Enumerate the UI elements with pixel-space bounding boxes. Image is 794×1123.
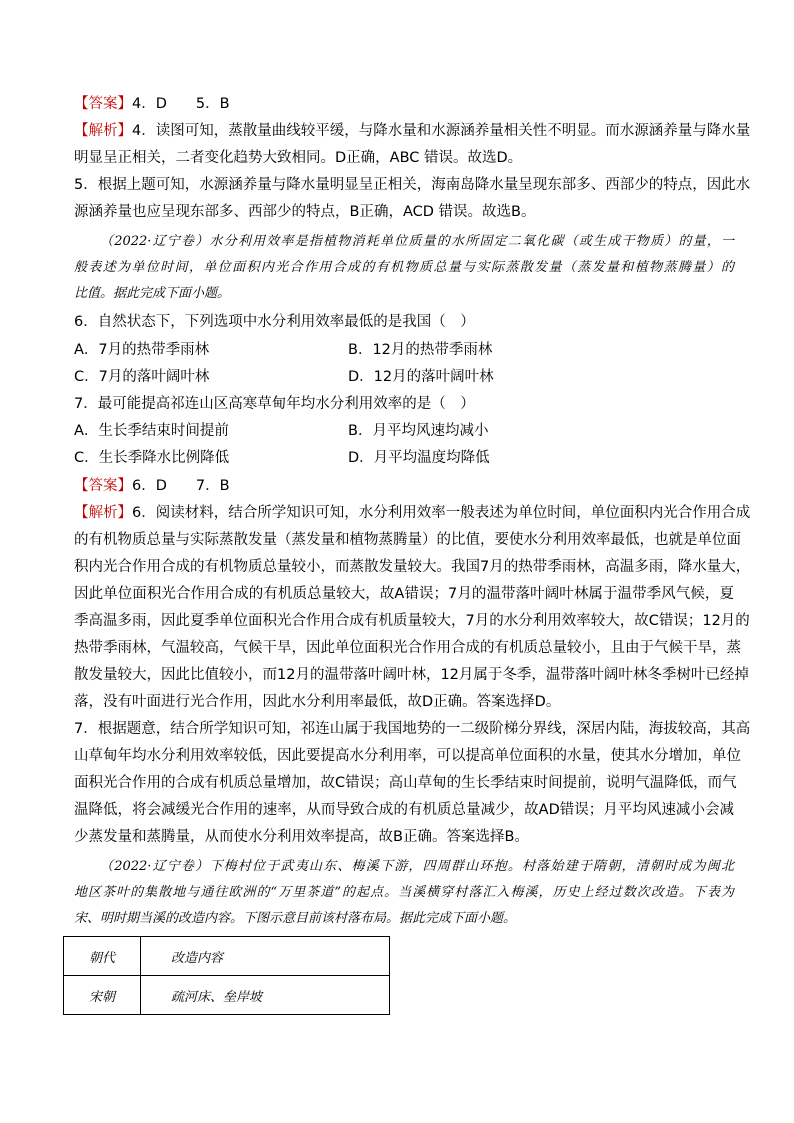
- analysis-line: 散发量较大，因此比值较小，而12月的温带落叶阔叶林，12月属于冬季，温带落叶阔叶林冬季树叶已经掉: [74, 667, 749, 683]
- analysis-line: 山草甸年均水分利用效率较低，因此要提高水分利用率，可以提高单位面积的水量，使其水分增加，单位: [74, 748, 741, 764]
- analysis-line: 面积光合作用的合成有机质总量增加，故C错误；高山草甸的生长季结束时间提前，说明气温降低，而气: [74, 775, 737, 791]
- analysis-line: 温降低，将会减缓光合作用的速率，从而导致合成的有机质总量减少，故AD错误；月平均风速减小会减: [74, 802, 734, 818]
- question-7-stem: 7．最可能提高祁连山区高寒草甸年均水分利用效率的是（ ）: [74, 396, 475, 412]
- analysis-line: 积内光合作用合成的有机物质总量较小，而蒸散发量较大。我国7月的热带季雨林，高温多雨，降水量大，: [74, 559, 751, 575]
- material-line: 般表述为单位时间，单位面积内光合作用合成的有机物质总量与实际蒸散发量（蒸发量和植物蒸腾量）的: [74, 260, 734, 275]
- analysis-line: 7．根据题意，结合所学知识可知，祁连山属于我国地势的一二级阶梯分界线，深居内陆，海拔较高，其高: [74, 721, 751, 737]
- analysis-line: 热带季雨林，气温较高，气候干旱，因此单位面积光合作用合成的有机质总量较小，且由于气候干旱，蒸: [74, 640, 741, 656]
- analysis-line: 因此单位面积光合作用合成的有机质总量较大，故A错误；7月的温带落叶阔叶林属于温带季风气候，夏: [74, 586, 734, 602]
- table-header-cell: 改造内容: [141, 937, 390, 976]
- option-d: D．12月的落叶阔叶林: [348, 369, 494, 385]
- option-a: A．生长季结束时间提前: [74, 423, 229, 439]
- table-cell: 疏河床、垒岸坡: [141, 976, 390, 1015]
- reform-table: [63, 936, 390, 1015]
- table-row: [64, 976, 390, 1015]
- option-b: B．12月的热带季雨林: [348, 342, 493, 358]
- material-line: 比值。据此完成下面小题。: [74, 286, 231, 301]
- option-a: A．7月的热带季雨林: [74, 342, 210, 358]
- analysis-line: 的有机物质总量与实际蒸散发量（蒸发量和植物蒸腾量）的比值，要使水分利用效率最低，也就是单位面: [74, 532, 741, 548]
- option-c: C．生长季降水比例降低: [74, 450, 230, 466]
- answer-text: 6．D 7．B: [132, 478, 230, 494]
- analysis-tag: 【解析】: [74, 123, 132, 139]
- analysis-line: 落，没有叶面进行光合作用，因此水分利用率最低，故D正确。答案选择D。: [74, 694, 561, 710]
- option-d: D．月平均温度均降低: [348, 450, 490, 466]
- answer-text: 4．D 5．B: [132, 96, 230, 112]
- question-6-stem: 6．自然状态下，下列选项中水分利用效率最低的是我国（ ）: [74, 314, 475, 330]
- answer-line-4-5: [74, 94, 734, 114]
- analysis-line: 明显呈正相关，二者变化趋势大致相同。D正确，ABC 错误。故选D。: [74, 150, 523, 166]
- material-line: （2022·辽宁卷）水分利用效率是指植物消耗单位质量的水所固定二氧化碳（或生成干物质）的量，一: [100, 234, 734, 249]
- analysis-line: 【解析】4．读图可知，蒸散量曲线较平缓，与降水量和水源涵养量相关性不明显。而水源涵养量与降水量: [74, 123, 751, 139]
- table-header-cell: 朝代: [64, 937, 141, 976]
- table-header-row: [64, 937, 390, 976]
- analysis-line: 少蒸发量和蒸腾量，从而使水分利用效率提高，故B正确。答案选择B。: [74, 829, 529, 845]
- analysis-tag: 【解析】: [74, 505, 132, 521]
- analysis-line: 季高温多雨，因此夏季单位面积光合作用合成有机质量较大，7月的水分利用效率较大，故C错误；12月的: [74, 613, 750, 629]
- answer-line-6-7: [74, 476, 734, 496]
- analysis-line: 【解析】6．阅读材料，结合所学知识可知，水分利用效率一般表述为单位时间，单位面积内光合作用合成: [74, 505, 751, 521]
- answer-tag: 【答案】: [74, 478, 132, 494]
- analysis-line: 源涵养量也应呈现东部多、西部少的特点，B正确，ACD 错误。故选B。: [74, 204, 536, 220]
- option-c: C．7月的落叶阔叶林: [74, 369, 210, 385]
- option-b: B．月平均风速均减小: [348, 423, 489, 439]
- material-line: （2022·辽宁卷）下梅村位于武夷山东、梅溪下游，四周群山环抱。村落始建于隋朝，清朝时成为闽北: [100, 859, 734, 874]
- answer-tag: 【答案】: [74, 96, 132, 112]
- material-line: 宋、明时期当溪的改造内容。下图示意目前该村落布局。据此完成下面小题。: [74, 911, 517, 926]
- analysis-line: 5．根据上题可知，水源涵养量与降水量明显呈正相关，海南岛降水量呈现东部多、西部少的特点，因此水: [74, 177, 751, 193]
- table-cell: 宋朝: [64, 976, 141, 1015]
- material-line: 地区茶叶的集散地与通往欧洲的“万里茶道”的起点。当溪横穿村落汇入梅溪，历史上经过数次改造。下表为: [74, 885, 734, 900]
